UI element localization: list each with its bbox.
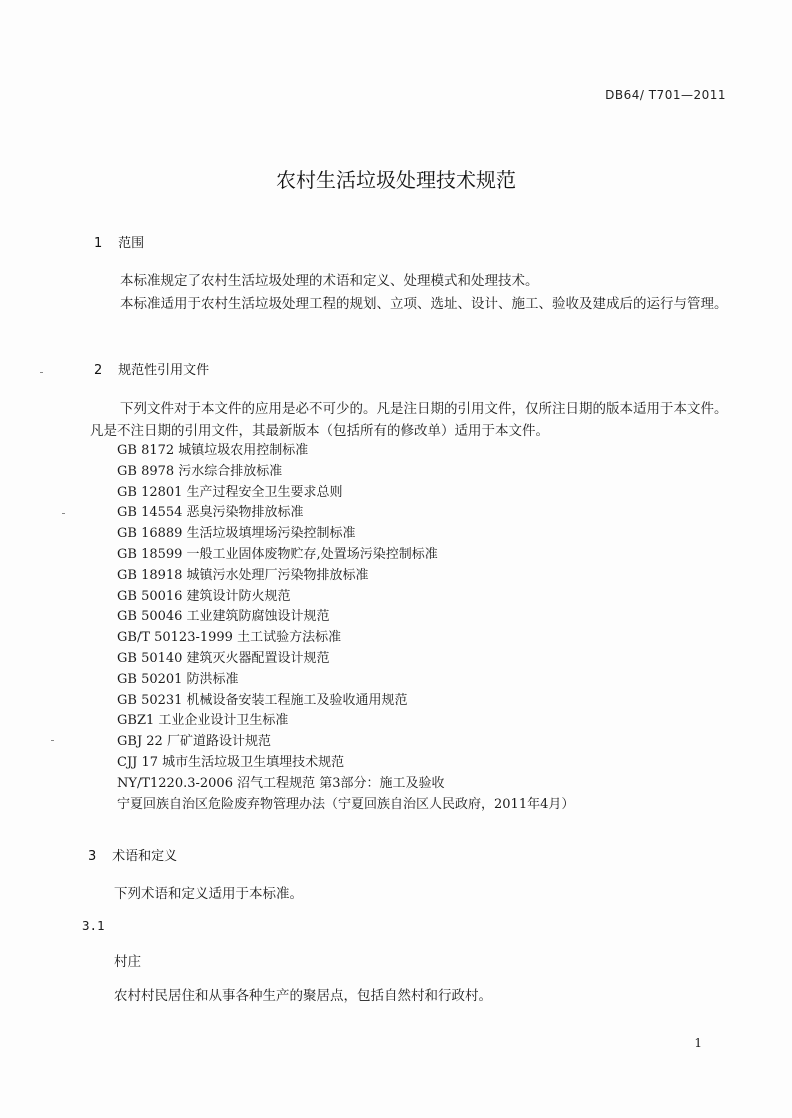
reference-item: NY/T1220.3-2006 沼气工程规范 第3部分：施工及验收 <box>117 775 445 791</box>
page-number: 1 <box>694 1036 702 1050</box>
reference-item: GBZ1 工业企业设计卫生标准 <box>117 713 289 729</box>
reference-item: GB 16889 生活垃圾填埋场污染控制标准 <box>117 526 356 542</box>
section-1-para-2: 本标准适用于农村生活垃圾处理工程的规划、立项、选址、设计、施工、验收及建成后的运行与管理。 <box>120 296 728 312</box>
reference-item: GBJ 22 厂矿道路设计规范 <box>117 734 271 750</box>
section-1-para-1: 本标准规定了农村生活垃圾处理的术语和定义、处理模式和处理技术。 <box>120 273 539 289</box>
reference-item: GB 18599 一般工业固体废物贮存,处置场污染控制标准 <box>117 546 438 562</box>
reference-item: GB 8172 城镇垃圾农用控制标准 <box>117 443 309 458</box>
scan-speck <box>51 740 54 741</box>
term-definition: 农村村民居住和从事各种生产的聚居点，包括自然村和行政村。 <box>114 988 492 1004</box>
section-2-number: 2 <box>94 363 103 378</box>
reference-item: GB 50140 建筑灭火器配置设计规范 <box>117 650 330 666</box>
scan-speck <box>40 372 43 373</box>
reference-item: CJJ 17 城市生活垃圾卫生填埋技术规范 <box>117 754 345 770</box>
reference-item: GB 50016 建筑设计防火规范 <box>117 588 291 604</box>
section-3-heading <box>88 845 177 864</box>
reference-item: GB 50046 工业建筑防腐蚀设计规范 <box>117 609 330 625</box>
section-3-title: 术语和定义 <box>112 849 178 864</box>
scan-speck <box>62 513 65 514</box>
section-3-intro: 下列术语和定义适用于本标准。 <box>114 886 303 902</box>
document-title: 农村生活垃圾处理技术规范 <box>276 168 516 192</box>
section-3-number: 3 <box>88 849 97 864</box>
term-id: 3.1 <box>82 918 105 933</box>
reference-item: GB 50231 机械设备安装工程施工及验收通用规范 <box>117 692 408 708</box>
reference-item: GB 50201 防洪标准 <box>117 671 239 687</box>
section-1-heading <box>94 232 144 251</box>
reference-item: GB 12801 生产过程安全卫生要求总则 <box>117 484 343 500</box>
section-2-title: 规范性引用文件 <box>118 363 210 378</box>
reference-item: 宁夏回族自治区危险废弃物管理办法（宁夏回族自治区人民政府，2011年4月） <box>117 796 575 812</box>
standard-number: DB64/ T701—2011 <box>605 88 726 102</box>
reference-list <box>117 441 574 815</box>
reference-item: GB 8978 污水综合排放标准 <box>117 463 283 479</box>
reference-item: GB/T 50123-1999 土工试验方法标准 <box>117 630 342 646</box>
term-name: 村庄 <box>114 954 141 970</box>
section-2-intro: 下列文件对于本文件的应用是必不可少的。凡是注日期的引用文件，仅所注日期的版本适用于本文件。凡是不注日期的引用文件，其最新版本（包括所有的修改单）适用于本文件。 <box>90 401 728 439</box>
section-2-heading <box>94 359 209 378</box>
section-1-title: 范围 <box>118 236 145 251</box>
section-1-number: 1 <box>94 236 103 251</box>
reference-item: GB 14554 恶臭污染物排放标准 <box>117 505 304 521</box>
reference-item: GB 18918 城镇污水处理厂污染物排放标准 <box>117 567 369 583</box>
